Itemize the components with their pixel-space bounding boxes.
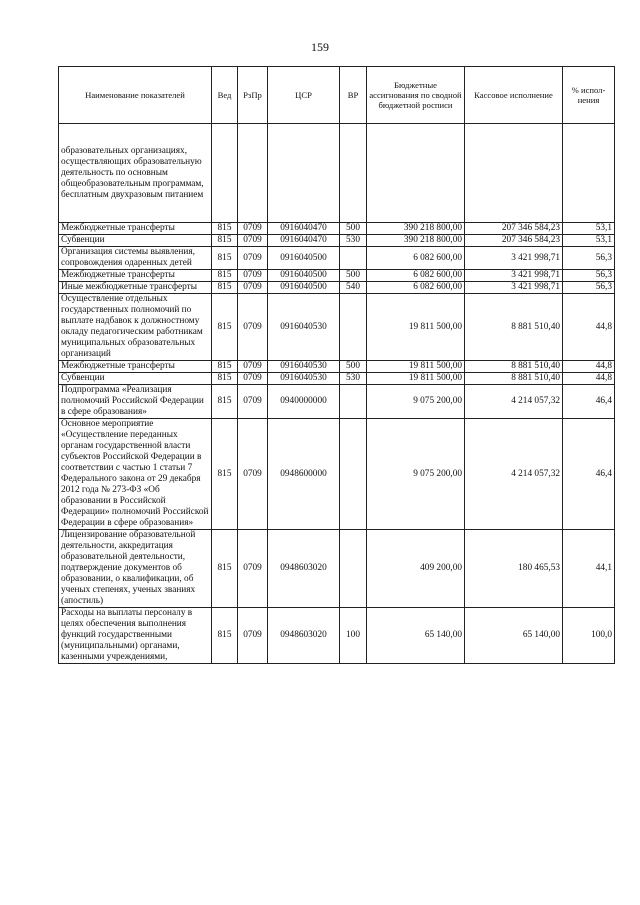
cell-vr: [340, 419, 367, 530]
table-row: [59, 282, 615, 294]
cell-name: Субвенции: [59, 373, 212, 385]
header-vr: ВР: [340, 67, 367, 124]
cell-name: образовательных организациях, осуществляющих образовательную деятельность по основным общеобразовательным программам, бесплатным двухразовым питанием: [59, 124, 212, 223]
cell-vr: 530: [340, 373, 367, 385]
cell-exec: 8 881 510,40: [465, 373, 563, 385]
cell-name: Осуществление отдельных государственных полномочий по выплате надбавок к должностному окладу педагогическим работникам муниципальных образовательных организаций: [59, 294, 212, 361]
cell-csr: 0948603020: [268, 530, 340, 608]
cell-pct: 53,1: [563, 235, 615, 247]
table-row: [59, 223, 615, 235]
cell-vr: [340, 124, 367, 223]
cell-vr: [340, 294, 367, 361]
cell-plan: 19 811 500,00: [367, 373, 465, 385]
cell-csr: 0916040530: [268, 361, 340, 373]
cell-ved: 815: [212, 419, 238, 530]
cell-pct: 44,1: [563, 530, 615, 608]
budget-execution-table: [58, 66, 615, 664]
cell-csr: 0916040500: [268, 247, 340, 270]
cell-rzpr: [238, 124, 268, 223]
cell-exec: 8 881 510,40: [465, 294, 563, 361]
cell-ved: 815: [212, 235, 238, 247]
cell-vr: [340, 247, 367, 270]
cell-plan: 19 811 500,00: [367, 361, 465, 373]
cell-ved: 815: [212, 361, 238, 373]
cell-exec: 4 214 057,32: [465, 419, 563, 530]
table-header-row: [59, 67, 615, 124]
table-container: [58, 66, 615, 849]
cell-exec: 8 881 510,40: [465, 361, 563, 373]
cell-vr: 500: [340, 361, 367, 373]
cell-name: Межбюджетные трансферты: [59, 361, 212, 373]
page-number: 159: [311, 40, 329, 54]
cell-ved: 815: [212, 530, 238, 608]
cell-exec: 207 346 584,23: [465, 223, 563, 235]
cell-plan: [367, 124, 465, 223]
cell-csr: 0916040530: [268, 373, 340, 385]
cell-ved: [212, 124, 238, 223]
table-row: [59, 294, 615, 361]
header-csr: ЦСР: [268, 67, 340, 124]
cell-csr: 0940000000: [268, 385, 340, 419]
header-rzpr: РзПр: [238, 67, 268, 124]
cell-plan: 390 218 800,00: [367, 235, 465, 247]
cell-exec: [465, 124, 563, 223]
cell-pct: 56,3: [563, 282, 615, 294]
cell-rzpr: 0709: [238, 608, 268, 664]
cell-vr: [340, 530, 367, 608]
cell-exec: 3 421 998,71: [465, 282, 563, 294]
cell-vr: 100: [340, 608, 367, 664]
header-name: Наименование показателей: [59, 67, 212, 124]
table-row: [59, 385, 615, 419]
cell-vr: 540: [340, 282, 367, 294]
cell-name: Лицензирование образовательной деятельности, аккредитация образовательной деятельности, подтверждение документов об образовании, о квалификации, об ученых степенях, ученых званиях (апостиль): [59, 530, 212, 608]
cell-rzpr: 0709: [238, 419, 268, 530]
cell-pct: 44,8: [563, 294, 615, 361]
table-row: [59, 124, 615, 223]
table-row: [59, 270, 615, 282]
cell-vr: [340, 385, 367, 419]
cell-ved: 815: [212, 282, 238, 294]
cell-csr: 0916040530: [268, 294, 340, 361]
cell-ved: 815: [212, 270, 238, 282]
header-exec: Кассовое исполнение: [465, 67, 563, 124]
cell-plan: 390 218 800,00: [367, 223, 465, 235]
cell-csr: 0948600000: [268, 419, 340, 530]
table-row: [59, 373, 615, 385]
cell-ved: 815: [212, 608, 238, 664]
cell-rzpr: 0709: [238, 361, 268, 373]
cell-plan: 19 811 500,00: [367, 294, 465, 361]
cell-ved: 815: [212, 385, 238, 419]
cell-plan: 9 075 200,00: [367, 419, 465, 530]
cell-name: Межбюджетные трансферты: [59, 223, 212, 235]
cell-rzpr: 0709: [238, 373, 268, 385]
cell-ved: 815: [212, 294, 238, 361]
cell-rzpr: 0709: [238, 235, 268, 247]
cell-name: Основное мероприятие «Осуществление переданных органам государственной власти субъектов Российской Федерации в соответствии с частью 1 статьи 7 Федерального закона от 29 декабря 2012 года № 273-ФЗ «Об образовании в Российской Федерации» полномочий Российской Федерации в сфере образования»: [59, 419, 212, 530]
cell-exec: 3 421 998,71: [465, 270, 563, 282]
table-row: [59, 361, 615, 373]
cell-pct: 56,3: [563, 270, 615, 282]
cell-rzpr: 0709: [238, 294, 268, 361]
cell-rzpr: 0709: [238, 282, 268, 294]
cell-name: Подпрограмма «Реализация полномочий Российской Федерации в сфере образования»: [59, 385, 212, 419]
table-row: [59, 235, 615, 247]
cell-vr: 530: [340, 235, 367, 247]
cell-name: Расходы на выплаты персоналу в целях обеспечения выполнения функций государственными (муниципальными) органами, казенными учреждениями,: [59, 608, 212, 664]
cell-rzpr: 0709: [238, 270, 268, 282]
cell-ved: 815: [212, 247, 238, 270]
cell-exec: 65 140,00: [465, 608, 563, 664]
cell-vr: 500: [340, 223, 367, 235]
cell-pct: 44,8: [563, 373, 615, 385]
cell-pct: 56,3: [563, 247, 615, 270]
cell-csr: [268, 124, 340, 223]
cell-exec: 3 421 998,71: [465, 247, 563, 270]
cell-pct: 44,8: [563, 361, 615, 373]
cell-plan: 409 200,00: [367, 530, 465, 608]
cell-ved: 815: [212, 373, 238, 385]
cell-plan: 6 082 600,00: [367, 270, 465, 282]
table-row: [59, 530, 615, 608]
cell-csr: 0948603020: [268, 608, 340, 664]
cell-pct: 46,4: [563, 419, 615, 530]
cell-name: Межбюджетные трансферты: [59, 270, 212, 282]
cell-exec: 4 214 057,32: [465, 385, 563, 419]
table-row: [59, 608, 615, 664]
cell-plan: 6 082 600,00: [367, 282, 465, 294]
header-plan: Бюджетные ассигнования по сводной бюджетной росписи: [367, 67, 465, 124]
cell-name: Организация системы выявления, сопровождения одаренных детей: [59, 247, 212, 270]
cell-csr: 0916040470: [268, 235, 340, 247]
table-row: [59, 247, 615, 270]
cell-vr: 500: [340, 270, 367, 282]
cell-csr: 0916040500: [268, 282, 340, 294]
cell-pct: [563, 124, 615, 223]
cell-csr: 0916040500: [268, 270, 340, 282]
cell-rzpr: 0709: [238, 223, 268, 235]
cell-exec: 180 465,53: [465, 530, 563, 608]
cell-plan: 6 082 600,00: [367, 247, 465, 270]
cell-exec: 207 346 584,23: [465, 235, 563, 247]
cell-plan: 65 140,00: [367, 608, 465, 664]
cell-pct: 46,4: [563, 385, 615, 419]
cell-pct: 53,1: [563, 223, 615, 235]
cell-name: Субвенции: [59, 235, 212, 247]
header-ved: Вед: [212, 67, 238, 124]
cell-rzpr: 0709: [238, 385, 268, 419]
cell-rzpr: 0709: [238, 247, 268, 270]
header-pct: % испол-нения: [563, 67, 615, 124]
cell-name: Иные межбюджетные трансферты: [59, 282, 212, 294]
cell-ved: 815: [212, 223, 238, 235]
cell-plan: 9 075 200,00: [367, 385, 465, 419]
cell-csr: 0916040470: [268, 223, 340, 235]
table-row: [59, 419, 615, 530]
cell-rzpr: 0709: [238, 530, 268, 608]
cell-pct: 100,0: [563, 608, 615, 664]
